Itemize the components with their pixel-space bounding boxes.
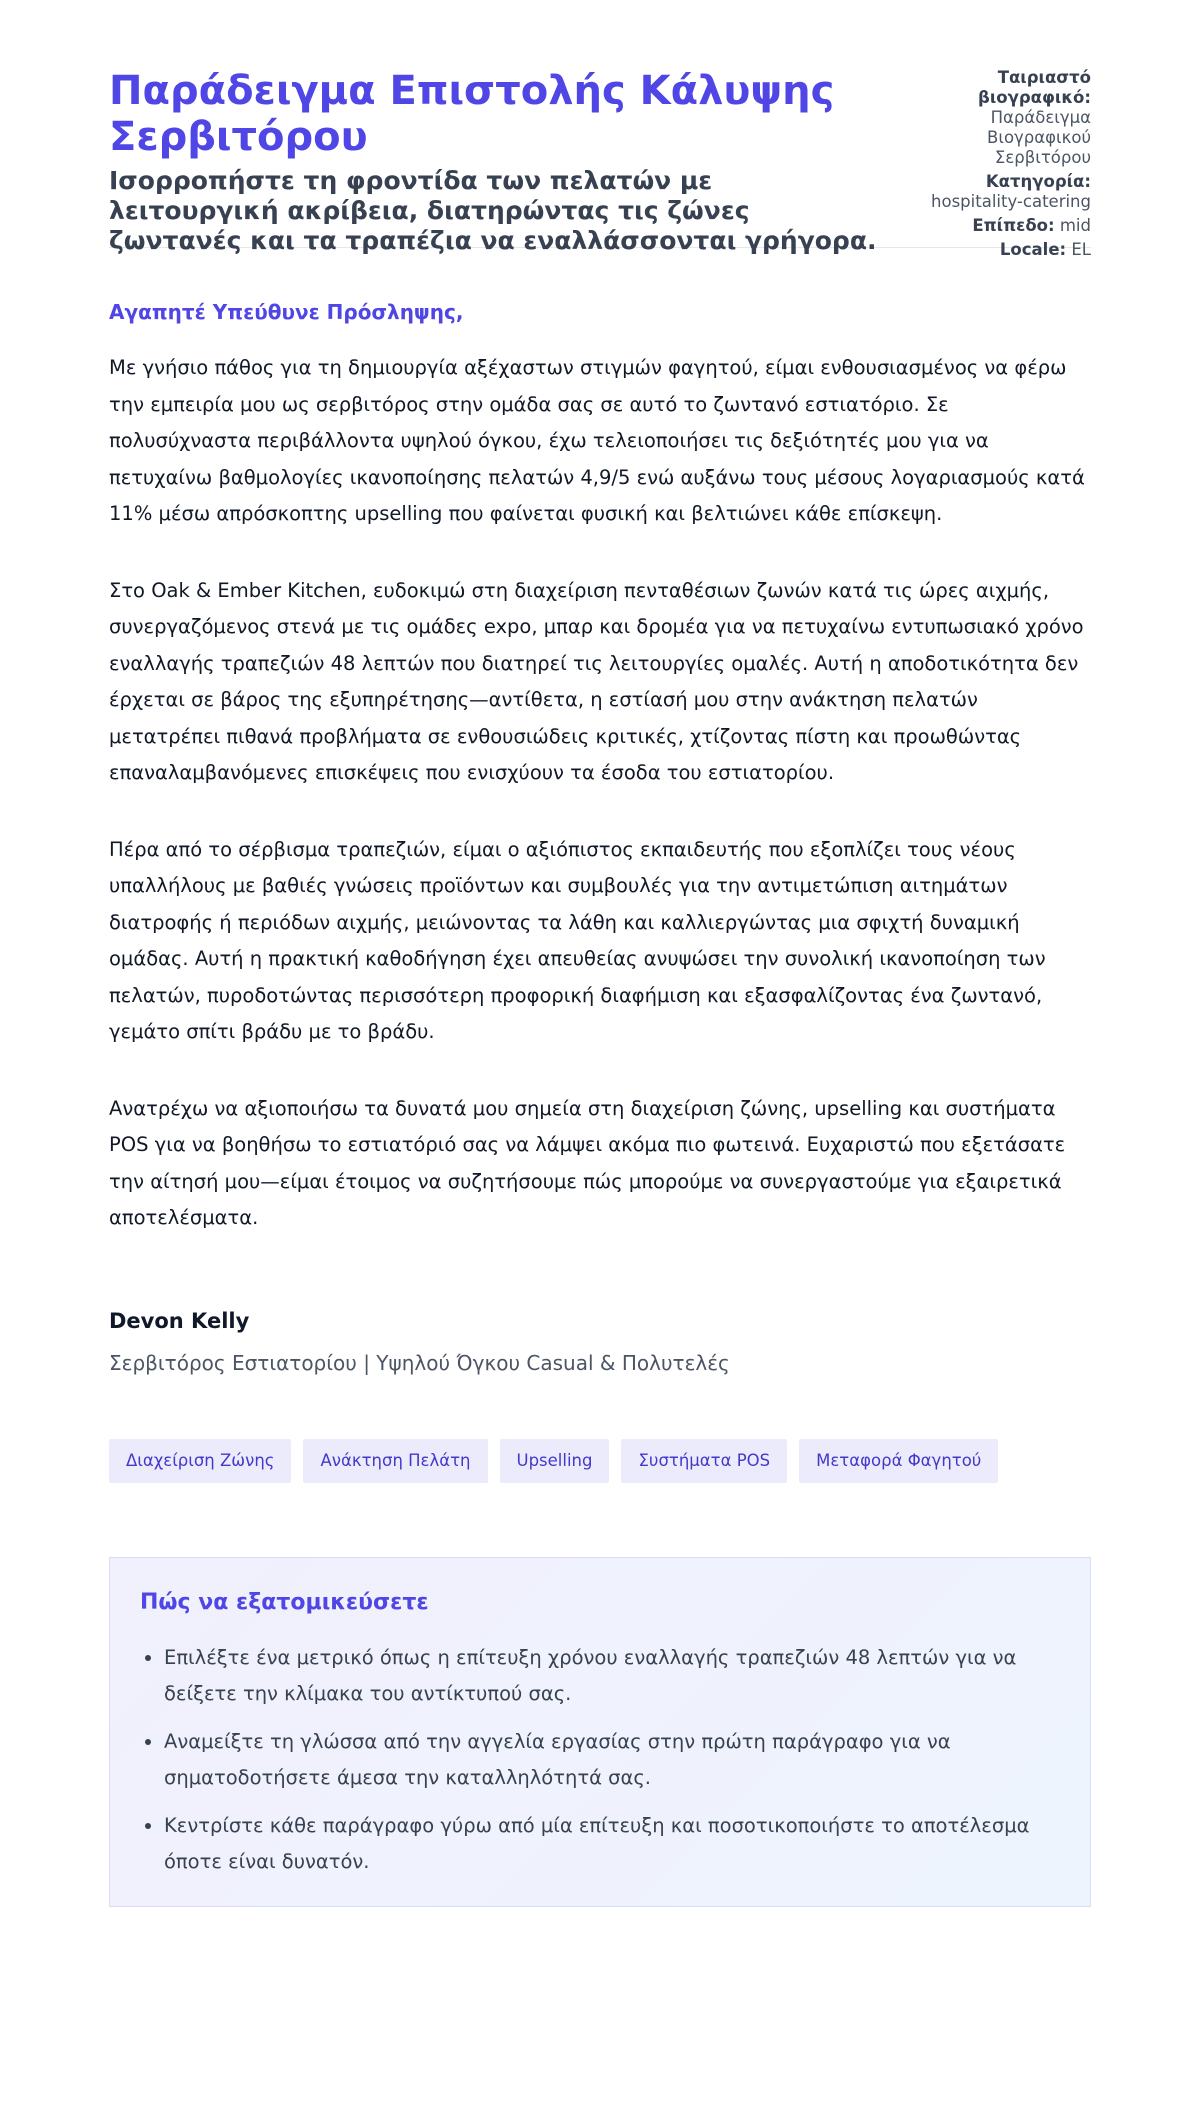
tips-title: Πώς να εξατομικεύσετε <box>140 1589 429 1615</box>
meta-resume-value: Παράδειγμα Βιογραφικού Σερβιτόρου <box>987 108 1091 167</box>
skill-tag: Ανάκτηση Πελάτη <box>303 1439 487 1483</box>
letter-paragraph: Ανατρέχω να αξιοποιήσω τα δυνατά μου σημεία στη διαχείριση ζώνης, upselling και συστήματα POS για να βοηθήσω το εστιατόριό σας να λάμψει ακόμα πιο φωτεινά. Ευχαριστώ που εξετάσατε την αίτησή μου—είμαι έτοιμος να συζητήσουμε πώς μπορούμε να συνεργαστούμε για εξαιρετικά αποτελέσματα. <box>109 1096 1066 1229</box>
letter-paragraph: Πέρα από το σέρβισμα τραπεζιών, είμαι ο αξιόπιστος εκπαιδευτής που εξοπλίζει τους νέους υπαλλήλους με βαθιές γνώσεις προϊόντων και συμβουλές για την αντιμετώπιση αιτημάτων διατροφής ή περιόδων αιχμής, μειώνοντας τα λάθη και καλλιεργώντας μια σφιχτή δυναμική ομάδας. Αυτή η πρακτική καθοδήγηση έχει απευθείας ανυψώσει την συνολική ικανοποίηση των πελατών, πυροδοτώντας περισσότερη προφορική διαφήμιση και εξασφαλίζοντας ένα ζωντανό, γεμάτο σπίτι βράδυ με το βράδυ. <box>109 837 1046 1043</box>
letter-greeting: Αγαπητέ Υπεύθυνε Πρόσληψης, <box>109 300 464 324</box>
tips-item: • Επιλέξτε ένα μετρικό όπως η επίτευξη χρόνου εναλλαγής τραπεζιών 48 λεπτών για να δείξετε την κλίμακα του αντίκτυπού σας. <box>164 1640 1060 1712</box>
meta-level <box>891 216 1091 236</box>
meta-resume <box>891 68 1091 168</box>
metadata-panel <box>891 68 1091 264</box>
meta-category-value: hospitality-catering <box>931 192 1091 211</box>
meta-level-value: mid <box>1059 216 1091 235</box>
page-subtitle: Ισορροπήστε τη φροντίδα των πελατών με λειτουργική ακρίβεια, διατηρώντας τις ζώνες ζωντανές και τα τραπέζια να εναλλάσσονται γρήγορα. <box>109 166 877 255</box>
skill-tag: Διαχείριση Ζώνης <box>109 1439 291 1483</box>
signature-name: Devon Kelly <box>109 1308 250 1333</box>
letter-paragraph: Με γνήσιο πάθος για τη δημιουργία αξέχαστων στιγμών φαγητού, είμαι ενθουσιασμένος να φέρω την εμπειρία μου ως σερβιτόρος στην ομάδα σας σε αυτό το ζωντανό εστιατόριο. Σε πολυσύχναστα περιβάλλοντα υψηλού όγκου, έχω τελειοποιήσει τις δεξιότητές μου για να πετυχαίνω βαθμολογίες ικανοποίησης πελατών 4,9/5 ενώ αυξάνω τους μέσους λογαριασμούς κατά 11% μέσω απρόσκοπτης upselling που φαίνεται φυσική και βελτιώνει κάθε επίσκεψη. <box>109 356 1085 525</box>
tips-item: • Αναμείξτε τη γλώσσα από την αγγελία εργασίας στην πρώτη παράγραφο για να σηματοδοτήσετε άμεσα την καταλληλότητά σας. <box>164 1724 1060 1796</box>
letter-body <box>109 350 1091 1237</box>
skill-tag: Upselling <box>500 1439 610 1483</box>
letter-paragraph: Στο Oak & Ember Kitchen, ευδοκιμώ στη διαχείριση πενταθέσιων ζωνών κατά τις ώρες αιχμής, συνεργαζόμενος στενά με τις ομάδες expo, μπαρ και δρομέα για να πετυχαίνω εντυπωσιακό χρόνο εναλλαγής τραπεζιών 48 λεπτών που διατηρεί τις λειτουργίες ομαλές. Αυτή η αποδοτικότητα δεν έρχεται σε βάρος της εξυπηρέτησης—αντίθετα, η εστίασή μου στην ανάκτηση πελατών μετατρέπει πιθανά προβλήματα σε ενθουσιώδεις κριτικές, χτίζοντας πίστη και προωθώντας επαναλαμβανόμενες επισκέψεις που ενισχύουν τα έσοδα του εστιατορίου. <box>109 578 1084 784</box>
skill-tags <box>109 1439 1091 1483</box>
header-titles <box>109 68 879 256</box>
skill-tag: Μεταφορά Φαγητού <box>799 1439 998 1483</box>
meta-resume-label: Ταιριαστό βιογραφικό: <box>978 68 1091 107</box>
signature-block <box>109 1307 1091 1377</box>
page-header <box>109 0 1091 259</box>
page-title: Παράδειγμα Επιστολής Κάλυψης Σερβιτόρου <box>109 68 835 160</box>
signature-role: Σερβιτόρος Εστιατορίου | Υψηλού Όγκου Casual & Πολυτελές <box>109 1350 730 1375</box>
meta-category-label: Κατηγορία: <box>985 172 1091 191</box>
meta-locale <box>891 240 1091 260</box>
meta-level-label: Επίπεδο: <box>972 216 1055 235</box>
customization-tips-box <box>109 1557 1091 1907</box>
tips-item: • Κεντρίστε κάθε παράγραφο γύρω από μία επίτευξη και ποσοτικοποιήστε το αποτέλεσμα όποτε είναι δυνατόν. <box>164 1808 1060 1880</box>
tips-list <box>140 1640 1060 1880</box>
meta-locale-label: Locale: <box>999 240 1067 259</box>
meta-category <box>891 172 1091 212</box>
skill-tag: Συστήματα POS <box>621 1439 787 1483</box>
meta-locale-value: EL <box>1071 240 1091 259</box>
